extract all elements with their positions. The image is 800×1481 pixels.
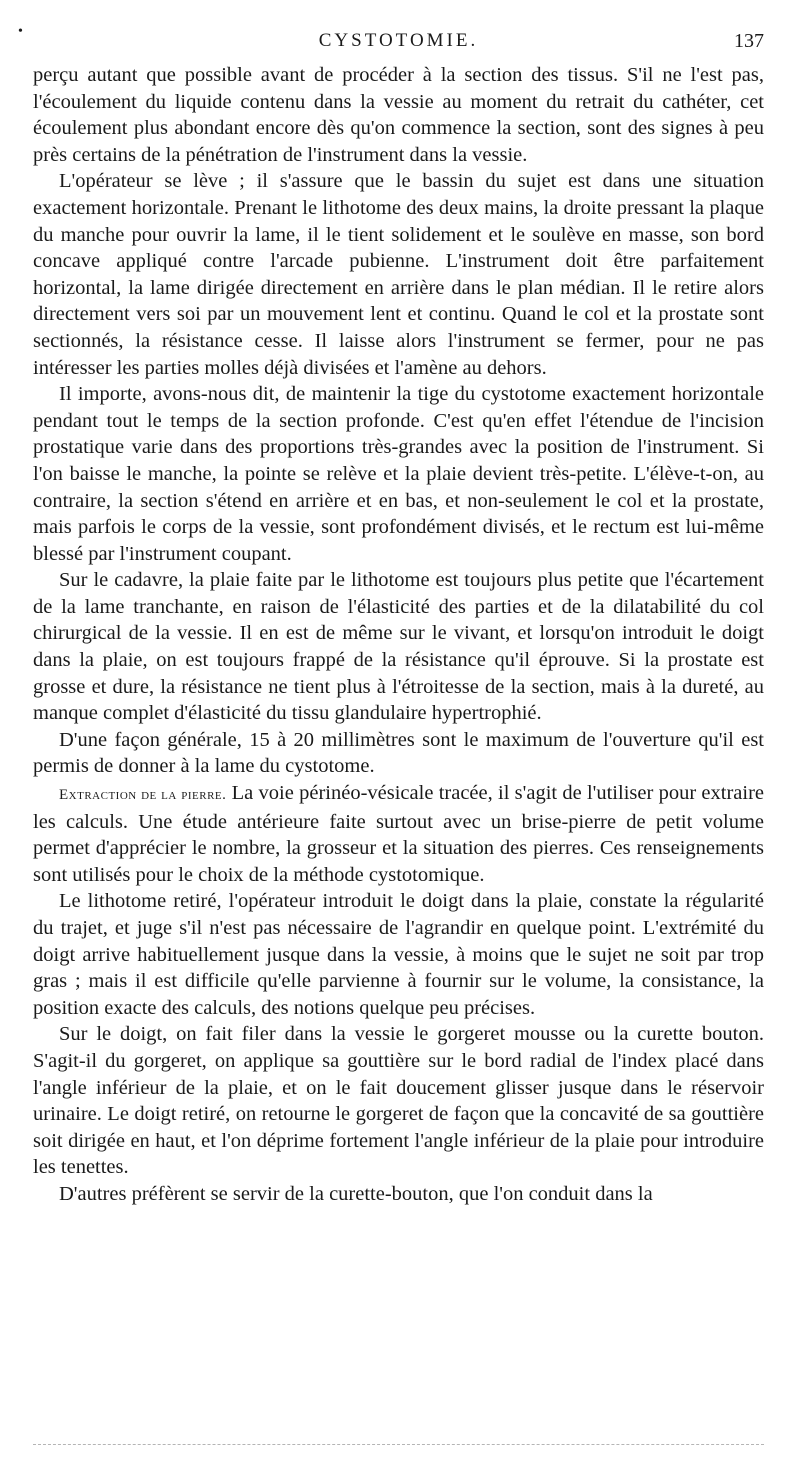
paragraph	[33, 1021, 764, 1181]
paragraph	[33, 62, 764, 168]
running-title: CYSTOTOMIE.	[318, 30, 479, 51]
paragraph	[33, 780, 764, 888]
paragraph-text: perçu autant que possible avant de procéder à la section des tissus. S'il ne l'est pas, l'écoulement du liquide contenu dans la vessie au moment du retrait du cathéter, cet écoulement plus abondant encore dès qu'on commence la section, sont des signes à peu près certains de la pénétration de l'instrument dans la vessie.	[33, 64, 764, 166]
paragraph	[33, 727, 764, 780]
paragraph	[33, 168, 764, 381]
page-number: 137	[734, 30, 764, 52]
paragraph-text: L'opérateur se lève ; il s'assure que le bassin du sujet est dans une situation exactement horizontale. Prenant le lithotome des deux mains, la droite pressant la plaque du manche pour ouvrir la lame, il le tient solidement et le soulève en masse, son bord concave appliqué contre l'arcade pubienne. L'instrument doit être parfaitement horizontal, la lame dirigée directement en arrière dans le plan médian. Il le retire alors directement vers soi par un mouvement lent et continu. Quand le col et la prostate sont sectionnés, la résistance cesse. Il laisse alors l'instrument se fermer, pour ne pas intéresser les parties molles déjà divisées et l'amène au dehors.	[33, 170, 764, 379]
paragraph	[33, 381, 764, 567]
page-header	[33, 30, 764, 56]
paragraph-text: La voie périnéo-vésicale tracée, il s'agit de l'utiliser pour extraire les calculs. Une étude antérieure faite surtout avec un brise-pierre de petit volume permet d'apprécier le nombre, la grosseur et la situation des pierres. Ces renseignements sont utilisés pour le choix de la méthode cystotomique.	[33, 782, 765, 886]
section-heading: Extraction de la pierre.	[59, 787, 227, 804]
paragraph-text: Il importe, avons-nous dit, de maintenir la tige du cystotome exactement horizontale pendant tout le temps de la section profonde. C'est qu'en effet l'étendue de l'incision prostatique varie dans des proportions très-grandes avec la position de l'instrument. Si l'on baisse le manche, la pointe se relève et la plaie devient très-petite. L'élève-t-on, au contraire, la section s'étend en arrière et en bas, et non-seulement le col et la prostate, mais parfois le corps de la vessie, sont profondément divisés, et le rectum est lui-même blessé par l'instrument coupant.	[33, 383, 764, 565]
paragraph-text: Sur le doigt, on fait filer dans la vessie le gorgeret mousse ou la curette bouton. S'agit-il du gorgeret, on applique sa gouttière sur le bord radial de l'index placé dans l'angle inférieur de la plaie, et on le fait doucement glisser jusque dans le réservoir urinaire. Le doigt retiré, on retourne le gorgeret de façon que la concavité de sa gouttière soit dirigée en haut, et l'on déprime fortement l'angle inférieur de la plaie pour introduire les tenettes.	[33, 1023, 764, 1179]
body-text	[33, 62, 764, 1208]
paragraph-text: Sur le cadavre, la plaie faite par le lithotome est toujours plus petite que l'écartement de la lame tranchante, en raison de l'élasticité des parties et de la dilatabilité du col chirurgical de la vessie. Il en est de même sur le vivant, et lorsqu'on introduit le doigt dans la plaie, on est toujours frappé de la résistance qu'il éprouve. Si la prostate est grosse et dure, la résistance ne tient plus à l'étroitesse de la section, mais à la dureté, au manque complet d'élasticité du tissu glandulaire hypertrophié.	[33, 569, 764, 725]
paragraph	[33, 1181, 764, 1208]
footer-rule	[33, 1444, 764, 1445]
paragraph	[33, 888, 764, 1021]
paragraph-text: D'autres préfèrent se servir de la curette-bouton, que l'on conduit dans la	[59, 1182, 653, 1205]
paragraph-text: D'une façon générale, 15 à 20 millimètres sont le maximum de l'ouverture qu'il est permis de donner à la lame du cystotome.	[33, 728, 764, 778]
paragraph-text: Le lithotome retiré, l'opérateur introduit le doigt dans la plaie, constate la régularité du trajet, et juge s'il n'est pas nécessaire de l'agrandir en quelque point. L'extrémité du doigt arrive habituellement jusque dans la vessie, à moins que le sujet ne soit par trop gras ; mais il est difficile qu'elle parvienne à fournir sur le volume, la consistance, la position exacte des calculs, des notions quelque peu précises.	[33, 890, 764, 1019]
margin-mark: •	[18, 24, 23, 39]
paragraph	[33, 567, 764, 727]
